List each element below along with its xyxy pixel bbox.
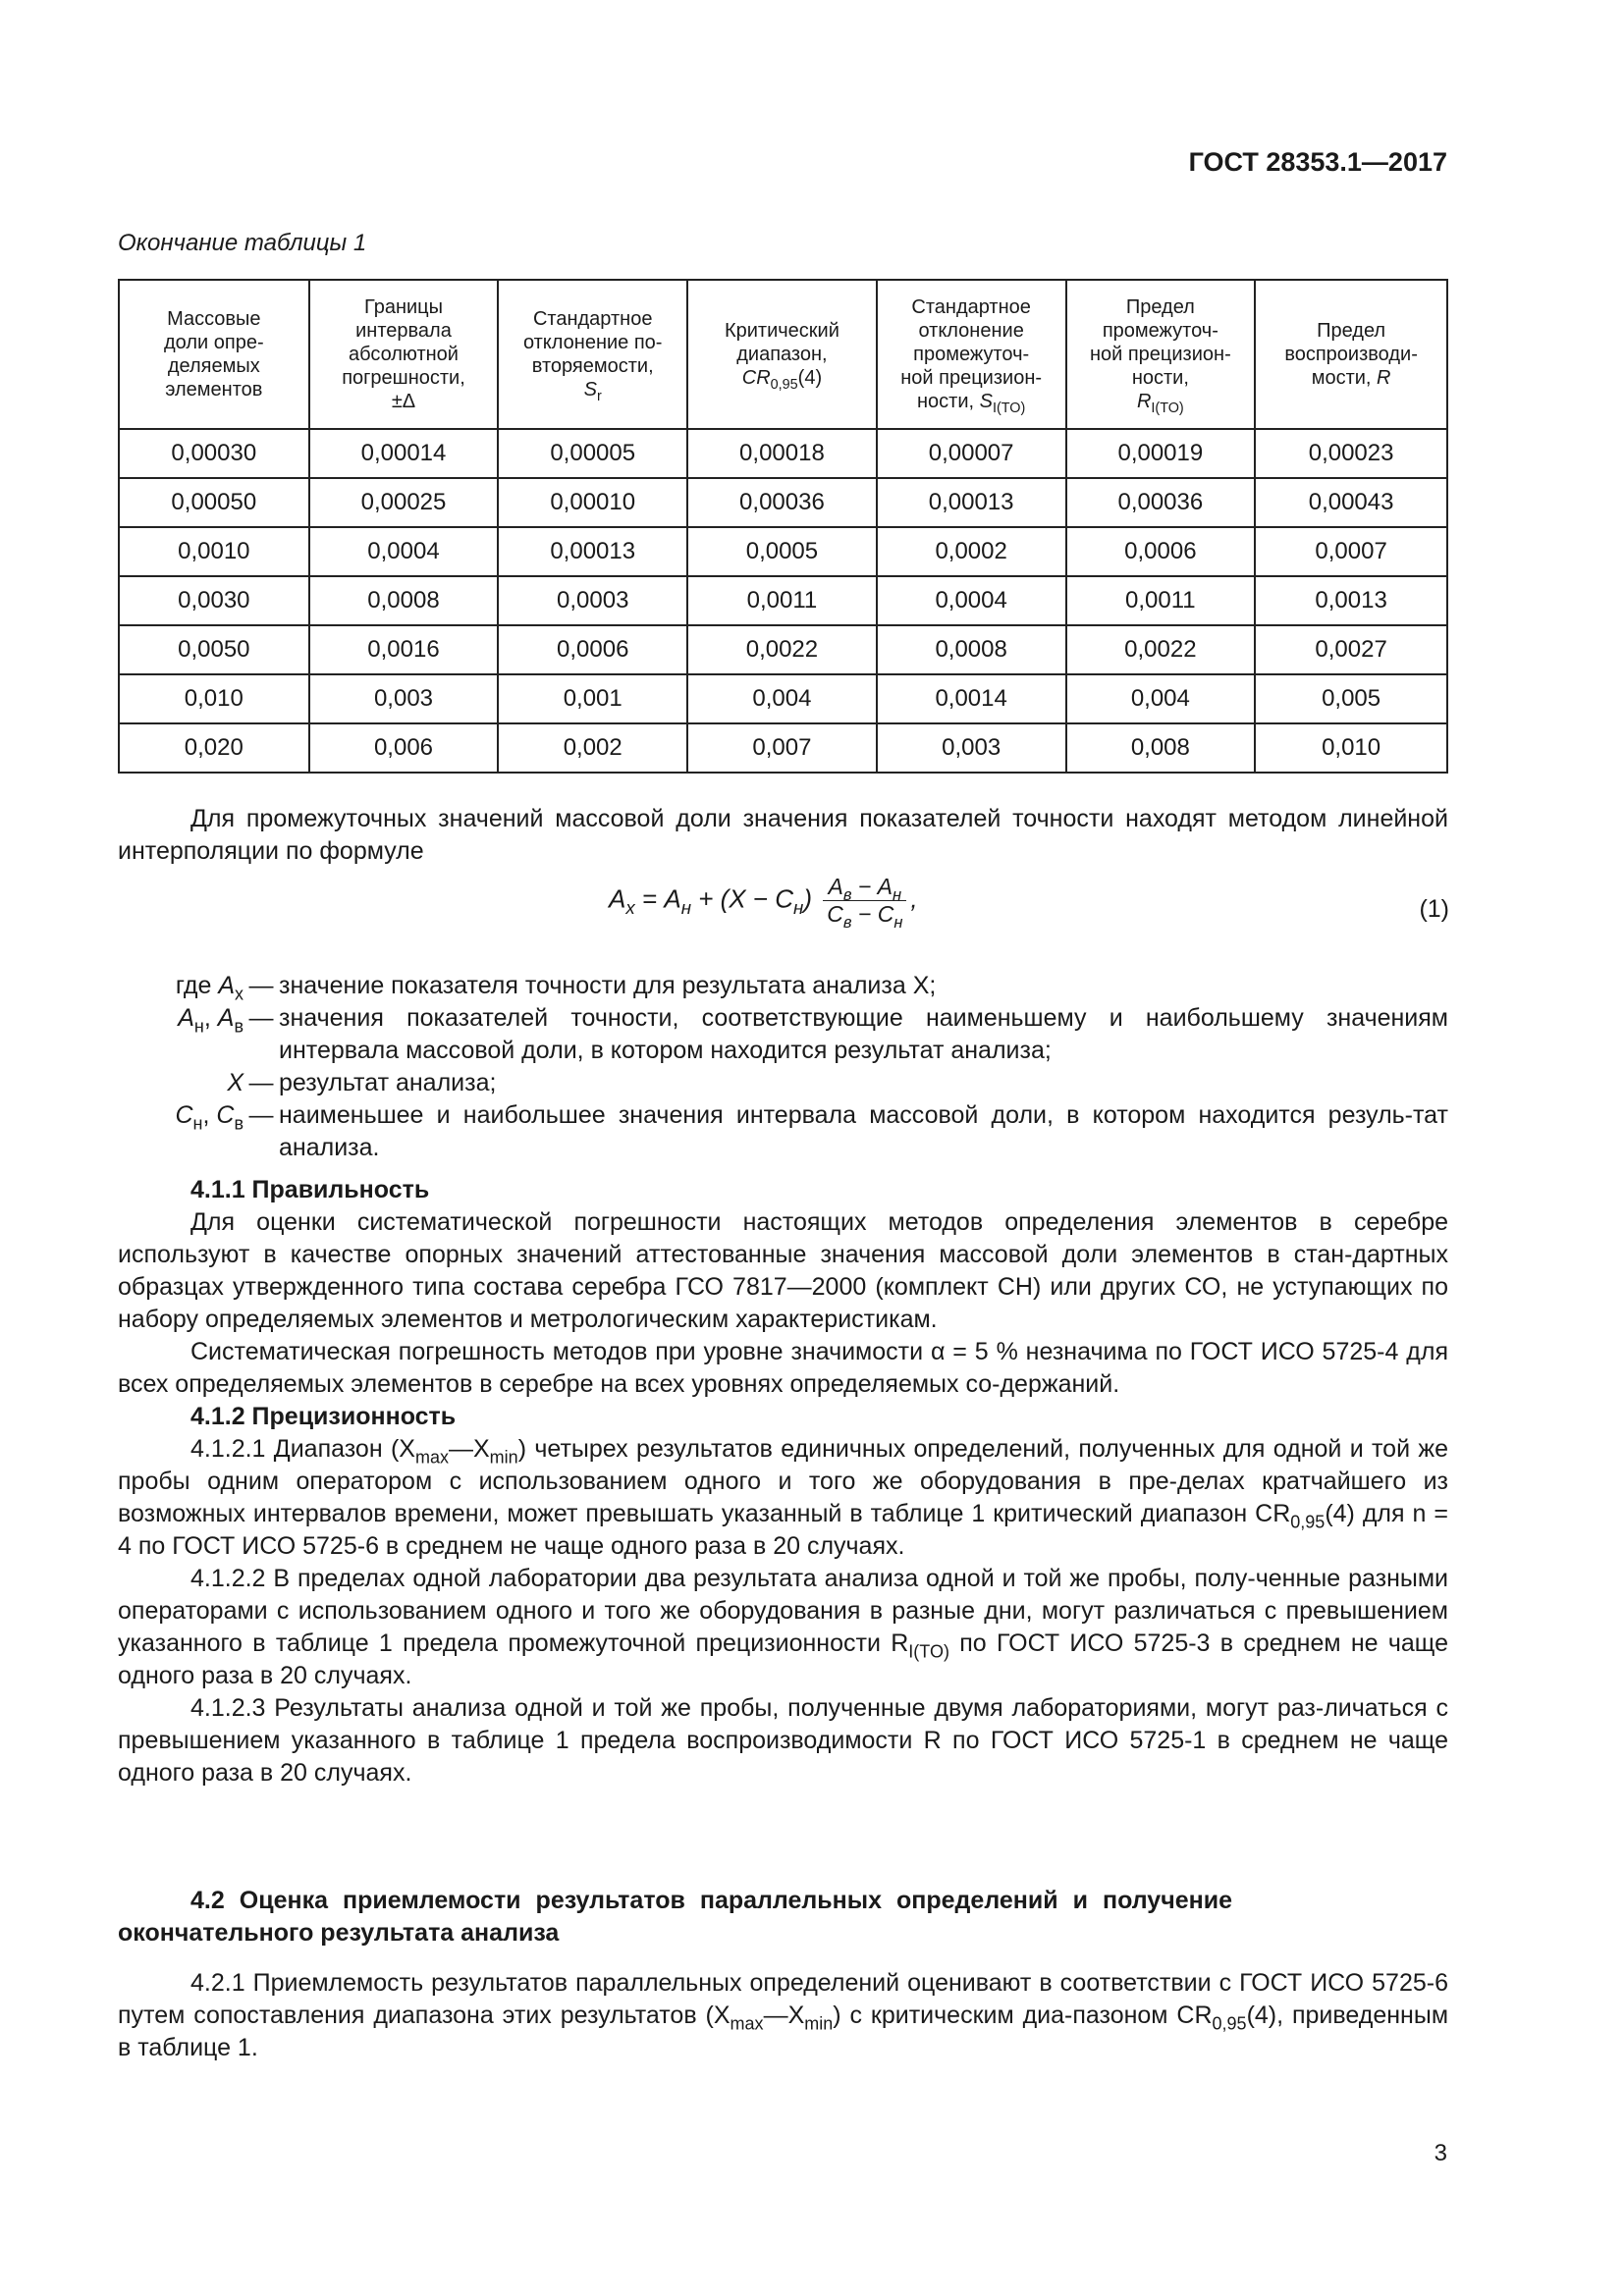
formula-fraction: $\frac{A_в - A_н}{C_в - C_н}$ <box>823 874 906 928</box>
header-critical-range: Критический диапазон, $CR_{0,95}(4)$ <box>687 280 877 429</box>
table-cell: 0,001 <box>498 674 687 723</box>
table-cell: 0,0007 <box>1255 527 1447 576</box>
table-cell: 0,00036 <box>1066 478 1256 527</box>
table-cell: 0,0011 <box>687 576 877 625</box>
table-row <box>119 478 1447 527</box>
paragraph-4-1-2-3: 4.1.2.3 Результаты анализа одной и той же пробы, полученные двумя лабораториями, могут раз-личаться с превышением указанного в таблице 1 предела воспроизводимости R по ГОСТ ИСО 5725-1 в среднем не чаще одного раза в 20 случаях. <box>118 1694 1448 1787</box>
table-cell: 0,0030 <box>119 576 309 625</box>
table-cell: 0,0004 <box>877 576 1066 625</box>
table-row <box>119 625 1447 674</box>
table-cell: 0,0004 <box>309 527 499 576</box>
table-header-row <box>119 280 1447 429</box>
table-cell: 0,0008 <box>309 576 499 625</box>
header-intermediate-sd: Стандартное отклонение промежуточ- ной прецизион- ности, $S_{I(TO)}$ <box>877 280 1066 429</box>
header-error-bounds: Границы интервала абсолютной погрешности, ±Δ <box>309 280 499 429</box>
table-cell: 0,0014 <box>877 674 1066 723</box>
table-cell: 0,002 <box>498 723 687 773</box>
table-cell: 0,007 <box>687 723 877 773</box>
table-cell: 0,004 <box>687 674 877 723</box>
formula-number: (1) <box>1419 895 1449 923</box>
header-reproducibility-limit: Предел воспроизводи- мости, R <box>1255 280 1447 429</box>
table-cell: 0,0002 <box>877 527 1066 576</box>
where-item-x: X — результат анализа; <box>227 1069 497 1096</box>
table-cell: 0,00005 <box>498 429 687 478</box>
table-cell: 0,00018 <box>687 429 877 478</box>
table-cell: 0,0013 <box>1255 576 1447 625</box>
section-4-1-1 <box>118 1174 1448 1789</box>
paragraph-4-1-2-1: 4.1.2.1 Диапазон $(X_{max}—X_{min})$ четырех результатов единичных определений, полученных для одной и той же пробы одним оператором с использованием одного и того же оборудования в пре-делах кратчайшего из возможных интервалов времени, может превышать указанный в таблице 1 критический диапазон $CR_{0,95}(4)$ для n = 4 по ГОСТ ИСО 5725-6 в среднем не чаще одного раза в 20 случаях. <box>118 1435 1448 1560</box>
header-repeatability-sd: Стандартное отклонение по- вторяемости, $S_r$ <box>498 280 687 429</box>
table-cell: 0,00014 <box>309 429 499 478</box>
table-row <box>119 527 1447 576</box>
table-cell: 0,003 <box>309 674 499 723</box>
table-cell: 0,00007 <box>877 429 1066 478</box>
table-cell: 0,00013 <box>877 478 1066 527</box>
intro-paragraph <box>118 803 1448 868</box>
table-cell: 0,020 <box>119 723 309 773</box>
table-cell: 0,0005 <box>687 527 877 576</box>
table-cell: 0,005 <box>1255 674 1447 723</box>
table-cell: 0,00043 <box>1255 478 1447 527</box>
page-number: 3 <box>1434 2140 1447 2166</box>
table-cell: 0,0016 <box>309 625 499 674</box>
where-item-an-av: $A_н$, $A_в$ — значения показателей точности, соответствующие наименьшему и наибольшему значениям интервала массовой доли, в котором находится результат анализа; <box>178 1004 1448 1064</box>
table-cell: 0,00030 <box>119 429 309 478</box>
table-row <box>119 576 1447 625</box>
precision-table <box>118 279 1448 774</box>
table-cell: 0,00036 <box>687 478 877 527</box>
paragraph-trueness-1: Для оценки систематической погрешности настоящих методов определения элементов в серебре используют в качестве опорных значений аттестованные значения массовой доли элементов в стан-дартных образцах утвержденного типа состава серебра ГСО 7817—2000 (комплект СН) или других СО, не уступающих по набору определяемых элементов и метрологическим характеристикам. <box>118 1208 1448 1333</box>
where-item-ax: где $A_х$ — значение показателя точности для результата анализа X; <box>175 972 937 1004</box>
table-cell: 0,0008 <box>877 625 1066 674</box>
table-cell: 0,00025 <box>309 478 499 527</box>
table-cell: 0,0011 <box>1066 576 1256 625</box>
table-row <box>119 723 1447 773</box>
intro-text: Для промежуточных значений массовой доли значения показателей точности находят методом линейной интерполяции по формуле <box>118 805 1448 865</box>
section-4-2 <box>118 1885 1448 2064</box>
table-cell: 0,006 <box>309 723 499 773</box>
where-list <box>118 970 1448 1164</box>
table-cell: 0,0022 <box>687 625 877 674</box>
table-cell: 0,010 <box>1255 723 1447 773</box>
paragraph-trueness-2: Систематическая погрешность методов при уровне значимости α = 5 % незначима по ГОСТ ИСО 5725-4 для всех определяемых элементов в серебре на всех уровнях определяемых со-держаний. <box>118 1338 1448 1398</box>
table-cell: 0,010 <box>119 674 309 723</box>
table-cell: 0,0006 <box>1066 527 1256 576</box>
table-cell: 0,00010 <box>498 478 687 527</box>
table-caption: Окончание таблицы 1 <box>118 230 367 256</box>
standard-header: ГОСТ 28353.1—2017 <box>1188 147 1447 177</box>
table-cell: 0,00013 <box>498 527 687 576</box>
table-cell: 0,00023 <box>1255 429 1447 478</box>
table-cell: 0,008 <box>1066 723 1256 773</box>
paragraph-4-1-2-2: 4.1.2.2 В пределах одной лаборатории два результата анализа одной и той же пробы, полу-ченные разными операторами с использованием одного и того же оборудования в разные дни, могут различаться с превышением указанного в таблице 1 предела промежуточной прецизионности $R_{I(TO)}$ по ГОСТ ИСО 5725-3 в среднем не чаще одного раза в 20 случаях. <box>118 1565 1449 1689</box>
section-title-4-2: 4.2 Оценка приемлемости результатов параллельных определений и получение окончательного результата анализа <box>118 1887 1232 1947</box>
interpolation-formula: $A_х = A_н + (X - C_н)$ $\frac{A_в - A_н}{C_в - C_н}$ , <box>609 874 918 932</box>
table-cell: 0,00019 <box>1066 429 1256 478</box>
header-mass-fraction: Массовые доли опре- деляемых элементов <box>119 280 309 429</box>
table-cell: 0,0050 <box>119 625 309 674</box>
table-cell: 0,0027 <box>1255 625 1447 674</box>
table-row <box>119 674 1447 723</box>
table-cell: 0,00050 <box>119 478 309 527</box>
table-cell: 0,003 <box>877 723 1066 773</box>
section-title-4-1-2: 4.1.2 Прецизионность <box>190 1403 457 1430</box>
table-cell: 0,0010 <box>119 527 309 576</box>
paragraph-4-2-1: 4.2.1 Приемлемость результатов параллельных определений оценивают в соответствии с ГОСТ ИСО 5725-6 путем сопоставления диапазона этих результатов $(X_{max}—X_{min})$ с критическим диа-пазоном $CR_{0,95}(4)$, приведенным в таблице 1. <box>118 1969 1449 2061</box>
table-cell: 0,004 <box>1066 674 1256 723</box>
table-cell: 0,0003 <box>498 576 687 625</box>
section-title-4-1-1: 4.1.1 Правильность <box>190 1176 430 1203</box>
table-cell: 0,0022 <box>1066 625 1256 674</box>
table-row <box>119 429 1447 478</box>
where-item-cn-cv: $C_н$, $C_в$ — наименьшее и наибольшее значения интервала массовой доли, в котором находится резуль-тат анализа. <box>175 1101 1448 1161</box>
header-intermediate-limit: Предел промежуточ- ной прецизион- ности, $R_{I(TO)}$ <box>1066 280 1256 429</box>
table-cell: 0,0006 <box>498 625 687 674</box>
